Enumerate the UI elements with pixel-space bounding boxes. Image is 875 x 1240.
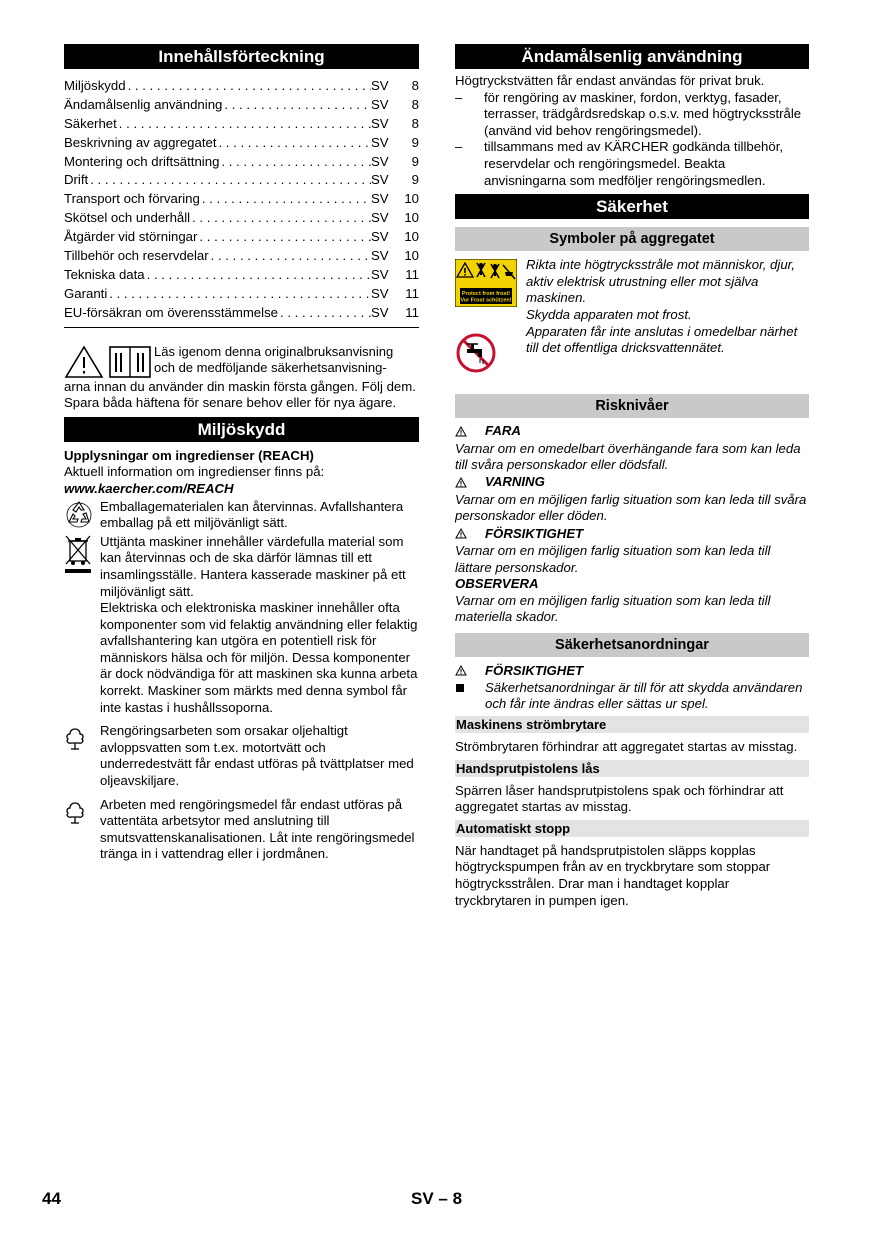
power-switch-heading: Maskinens strömbrytare xyxy=(455,716,809,733)
toc-entry-page: 11 xyxy=(405,266,419,282)
right-column xyxy=(455,44,809,909)
square-bullet-icon xyxy=(456,684,464,692)
toc-entry-title: Miljöskydd xyxy=(64,78,126,93)
table-of-contents xyxy=(64,77,419,323)
toc-entry-lang: SV xyxy=(371,78,389,93)
power-switch-text: Strömbrytaren förhindrar att aggregatet startas av misstag. xyxy=(455,739,798,755)
warning-label: VARNING xyxy=(485,474,545,490)
toc-entry-title: Säkerhet xyxy=(64,115,117,131)
warning-triangle-icon xyxy=(455,665,467,676)
toc-leader-dots xyxy=(219,153,371,172)
warning-triangle-icon xyxy=(455,528,467,539)
dash-bullet: – xyxy=(455,139,463,155)
toc-entry-lang: SV xyxy=(371,96,389,112)
risk-levels-heading: Risknivåer xyxy=(455,394,809,418)
toc-row[interactable] xyxy=(64,134,419,153)
toc-entry-title: EU-försäkran om överensstämmelse xyxy=(64,304,279,320)
toc-entry-title: Åtgärder vid störningar xyxy=(64,229,198,245)
caution-label: FÖRSIKTIGHET xyxy=(485,525,584,541)
toc-entry-page: 8 xyxy=(411,78,419,93)
toc-entry-lang: SV xyxy=(371,229,389,245)
toc-entry-title: Skötsel och underhåll xyxy=(64,210,191,226)
toc-row[interactable] xyxy=(64,77,419,96)
frost-label-line2: Vor Frost schützen! xyxy=(460,297,512,304)
read-notice xyxy=(64,344,419,412)
toc-heading: Innehållsförteckning xyxy=(64,44,419,69)
toc-entry-title: Drift xyxy=(64,172,89,188)
toc-entry-title: Garanti xyxy=(64,285,108,301)
toc-entry-lang: SV xyxy=(371,304,389,320)
toc-entry-lang: SV xyxy=(371,210,389,226)
toc-leader-dots xyxy=(145,266,371,285)
toc-entry-title: Montering och driftsättning xyxy=(64,153,220,169)
toc-leader-dots xyxy=(197,228,371,247)
toc-entry-page: 9 xyxy=(411,134,419,150)
toc-row[interactable] xyxy=(64,171,419,190)
toc-entry-lang: SV xyxy=(371,285,389,301)
toc-row[interactable] xyxy=(64,285,419,304)
toc-entry-page: 8 xyxy=(411,96,419,112)
read-notice-line2: och de medföljande säkerhetsanvisning- xyxy=(154,360,387,376)
frost-label-line1: Protect from frost! xyxy=(461,291,511,298)
toc-leader-dots xyxy=(200,190,371,209)
no-drinking-water-connection-icon xyxy=(455,332,497,374)
left-column xyxy=(64,44,419,863)
intended-use-heading: Ändamålsenlig användning xyxy=(455,44,809,69)
toc-leader-dots xyxy=(216,134,371,153)
toc-row[interactable] xyxy=(64,115,419,134)
reach-heading: Upplysningar om ingredienser (REACH) xyxy=(64,447,314,463)
page-number: 44 xyxy=(42,1189,61,1208)
toc-entry-title: Ändamålsenlig användning xyxy=(64,96,223,112)
toc-row[interactable] xyxy=(64,266,419,285)
oil-drop-icon xyxy=(64,800,86,826)
toc-entry-page: 8 xyxy=(411,115,419,131)
toc-entry-title: Beskrivning av aggregatet xyxy=(64,134,217,150)
toc-row[interactable] xyxy=(64,96,419,115)
toc-entry-lang: SV xyxy=(371,153,389,169)
toc-leader-dots xyxy=(117,115,371,134)
toc-leader-dots xyxy=(209,247,371,266)
toc-row[interactable] xyxy=(64,228,419,247)
safety-heading: Säkerhet xyxy=(455,194,809,219)
environment-heading: Miljöskydd xyxy=(64,417,419,442)
danger-label: FARA xyxy=(485,423,521,439)
toc-entry-lang: SV xyxy=(371,172,389,188)
high-pressure-warning-label-icon xyxy=(455,259,517,307)
warning-text: Varnar om en möjligen farlig situation som kan leda till svåra personskador eller döden. xyxy=(455,491,807,524)
toc-entry-page: 10 xyxy=(404,210,419,226)
manual-book-icon xyxy=(108,345,152,379)
toc-entry-lang: SV xyxy=(371,191,389,207)
warning-triangle-icon xyxy=(455,477,467,488)
symbol-text-2: Skydda apparaten mot frost. xyxy=(526,306,692,322)
toc-row[interactable] xyxy=(64,247,419,266)
toc-entry-title: Transport och förvaring xyxy=(64,191,200,207)
toc-leader-dots xyxy=(222,96,371,115)
toc-row[interactable] xyxy=(64,209,419,228)
toc-leader-dots xyxy=(126,77,371,96)
toc-leader-dots xyxy=(88,171,371,190)
toc-entry-lang: SV xyxy=(371,248,389,264)
caution-text: Varnar om en möjligen farlig situation som kan leda till lättare personskador. xyxy=(455,542,771,575)
section-page-label: SV – 8 xyxy=(411,1189,463,1208)
read-notice-line1: Läs igenom denna originalbruksanvisning xyxy=(154,343,394,359)
safety-devices-heading: Säkerhetsanordningar xyxy=(455,633,809,657)
devices-caution-label: FÖRSIKTIGHET xyxy=(485,662,584,678)
reach-link[interactable]: www.kaercher.com/REACH xyxy=(64,480,234,496)
symbol-text-3: Apparaten får inte anslutas i omedelbar närhet till det offentliga dricksvattennätet. xyxy=(526,323,798,356)
auto-stop-heading: Automatiskt stopp xyxy=(455,820,809,837)
toc-entry-lang: SV xyxy=(371,266,389,282)
toc-entry-title: Tillbehör och reservdelar xyxy=(64,248,209,264)
caution-heading xyxy=(455,525,809,543)
notice-text: Varnar om en möjligen farlig situation som kan leda till materiella skador. xyxy=(455,592,771,625)
weee-text-2: Elektriska och elektroniska maskiner innehåller ofta komponenter som vid felaktig användning eller felaktig avfallshantering kan utgöra en potentiell risk för människors hälsa och för miljön. Dessa komponenter är dock nödvändiga för att maskinen ska kunna arbeta korrekt. Maskiner som märkts med denna symbol får inte kastas i hushållssoporna. xyxy=(100,600,418,715)
toc-leader-dots xyxy=(107,285,371,304)
danger-text: Varnar om en omedelbart överhängande fara som kan leda till svåra personskador eller dödsfall. xyxy=(455,440,801,473)
toc-row[interactable] xyxy=(64,304,419,323)
notice-label: OBSERVERA xyxy=(455,576,539,592)
intended-use-item: för rengöring av maskiner, fordon, verktyg, fasader, terrasser, trädgårdsredskap o.s.v. med högtrycksstråle (använd vid behov rengöringsmedel). xyxy=(484,89,802,138)
read-notice-rest: arna innan du använder din maskin första gången. Följ dem. Spara båda häftena för senare behov eller för nya ägare. xyxy=(64,378,416,411)
oil-drop-icon xyxy=(64,726,86,752)
packaging-text: Emballagematerialen kan återvinnas. Avfallshantera emballag på ett miljövänligt sätt. xyxy=(100,498,404,531)
toc-leader-dots xyxy=(190,209,371,228)
auto-stop-text: När handtaget på handsprutpistolen släpps kopplas högtryckspumpen från av en tryckbrytare som stoppar högtrycksstrålen. Drar man i handtaget kopplar tryckbrytaren in pumpen igen. xyxy=(455,842,771,908)
toc-row[interactable] xyxy=(64,153,419,172)
toc-entry-page: 11 xyxy=(405,285,419,301)
toc-entry-page: 10 xyxy=(404,229,419,245)
devices-caution-heading xyxy=(455,662,809,680)
devices-text: Säkerhetsanordningar är till för att skydda användaren och får inte ändras eller sättas ur spel. xyxy=(485,679,803,712)
oil-wash-text: Rengöringsarbeten som orsakar oljehaltigt avloppsvatten som t.ex. motortvätt och underredestvätt får endast utföras på tvättplatser med oljeavskiljare. xyxy=(100,723,414,789)
toc-divider xyxy=(64,327,419,328)
danger-heading xyxy=(455,423,809,441)
warning-triangle-icon xyxy=(64,345,104,379)
intended-use-intro: Högtryckstvätten får endast användas för privat bruk. xyxy=(455,73,765,88)
symbol-text-1: Rikta inte högtrycksstråle mot människor, djur, aktiv elektrisk utrustning eller mot själva maskinen. xyxy=(526,257,795,306)
crossed-bin-icon xyxy=(64,534,92,574)
warning-heading xyxy=(455,474,809,492)
trigger-lock-heading: Handsprutpistolens lås xyxy=(455,760,809,777)
toc-entry-page: 10 xyxy=(404,191,419,207)
recycle-icon xyxy=(64,499,94,529)
toc-entry-page: 9 xyxy=(411,153,419,169)
toc-row[interactable] xyxy=(64,190,419,209)
symbols-heading: Symboler på aggregatet xyxy=(455,227,809,251)
weee-text-1: Uttjänta maskiner innehåller värdefulla material som kan återvinnas och de ska därför lämnas till ett insamlingsställe. Hantera kasserade maskiner på ett miljövänligt sätt. xyxy=(100,533,406,599)
toc-entry-title: Tekniska data xyxy=(64,266,145,282)
toc-entry-lang: SV xyxy=(371,134,389,150)
toc-entry-lang: SV xyxy=(371,115,389,131)
dash-bullet: – xyxy=(455,89,463,105)
toc-leader-dots xyxy=(278,304,371,323)
toc-entry-page: 11 xyxy=(405,304,419,320)
toc-entry-page: 10 xyxy=(404,248,419,264)
reach-text: Aktuell information om ingredienser finns på: xyxy=(64,464,325,480)
trigger-lock-text: Spärren låser handsprutpistolens spak och förhindrar att aggregatet startas av misstag. xyxy=(455,782,784,815)
warning-triangle-icon xyxy=(455,426,467,437)
intended-use-item: tillsammans med av KÄRCHER godkända tillbehör, reservdelar och rengöringsmedel. Beakta anvisningarna som medföljer rengöringsmedlen. xyxy=(484,139,784,188)
toc-entry-page: 9 xyxy=(411,172,419,188)
detergent-text: Arbeten med rengöringsmedel får endast utföras på vattentäta arbetsytor med anslutning till smutsvattenskanalisationen. Låt inte rengöringsmedel tränga in i vattendrag eller i jordmånen. xyxy=(100,796,415,862)
